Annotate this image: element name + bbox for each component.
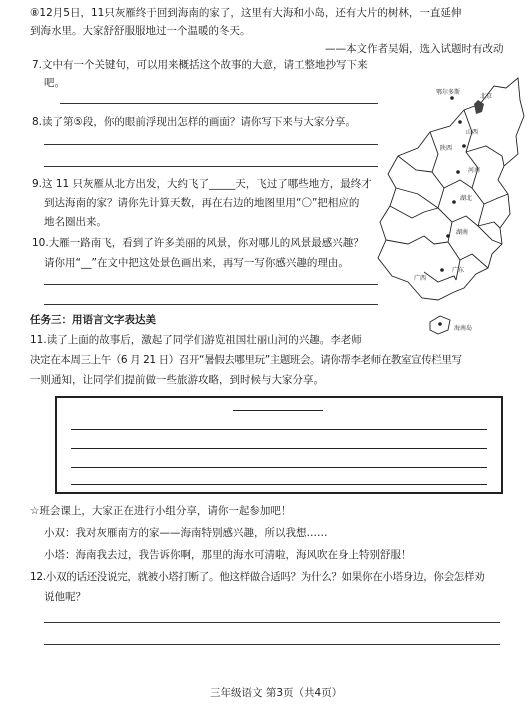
route-point <box>440 268 444 272</box>
route-point <box>450 96 454 100</box>
notice-writing-line[interactable] <box>71 467 487 468</box>
answer-line[interactable] <box>44 622 500 623</box>
page-footer: 三年级语文 第3页（共4页） <box>210 687 343 699</box>
route-point <box>452 200 456 204</box>
question-11-line2: 决定在本周三上午（6 月 21 日）召开“暑假去哪里玩”主题班会。请你帮李老师在教室宣传栏里写 <box>30 354 462 366</box>
map-label: 广东 <box>452 267 465 274</box>
notice-title-line[interactable] <box>233 410 323 411</box>
map-label: 陕西 <box>440 145 453 152</box>
province-border <box>484 194 508 204</box>
map-label: 北京 <box>480 93 493 100</box>
question-7-line2: 吧。 <box>44 77 65 89</box>
question-11-line1: 11.读了上面的故事后，激起了同学们游览祖国壮丽山河的兴趣。李老师 <box>30 334 362 346</box>
route-point <box>438 322 442 326</box>
route-point <box>458 120 462 124</box>
answer-line[interactable] <box>44 166 378 167</box>
answer-line[interactable] <box>44 144 378 145</box>
map-label: 广西 <box>414 275 427 282</box>
question-9-line2: 到达海南的家？请你先计算天数，再在右边的地图里用“〇”把相应的 <box>44 197 360 209</box>
question-10-line1: 10.大雁一路南飞，看到了许多美丽的风景，你对哪儿的风景最感兴趣？ <box>32 237 364 249</box>
map-label: 海南岛 <box>454 325 473 332</box>
map-label: 湖南 <box>456 229 469 236</box>
province-border <box>396 188 438 208</box>
task3-title: 任务三：用语言文字表达美 <box>30 314 156 326</box>
notice-writing-line[interactable] <box>71 484 487 485</box>
answer-line[interactable] <box>44 644 500 645</box>
route-point <box>446 234 450 238</box>
province-border <box>444 180 472 188</box>
question-12-line1: 12.小双的话还没说完，就被小塔打断了。他这样做合适吗？为什么？如果你在小塔身边，你会怎样劝 <box>30 571 485 583</box>
province-border <box>478 222 500 228</box>
notice-writing-box[interactable] <box>55 396 503 494</box>
question-8: 8.读了第⑤段，你的眼前浮现出怎样的画面？请你写下来与大家分享。 <box>32 116 356 128</box>
question-12-line2: 说他呢？ <box>44 591 86 603</box>
dialogue-xiaota: 小塔：海南我去过，我告诉你啊，那里的海水可清啦，海风吹在身上特别舒服！ <box>44 549 412 561</box>
map-label: 湖北 <box>460 195 473 202</box>
province-border <box>452 216 478 226</box>
answer-line[interactable] <box>44 284 378 285</box>
answer-line[interactable] <box>60 103 378 104</box>
province-border <box>386 236 448 244</box>
notice-writing-line[interactable] <box>71 429 487 430</box>
answer-line[interactable] <box>44 304 378 305</box>
province-border <box>460 254 488 268</box>
passage-source-note: ——本文作者吴娟，选入试题时有改动 <box>325 43 504 55</box>
beijing-region <box>474 100 484 114</box>
question-10-line2: 请你用“__”在文中把这处景色画出来，再写一写你感兴趣的理由。 <box>44 257 349 269</box>
class-meeting-intro: ☆班会课上，大家正在进行小组分享，请你一起参加吧！ <box>30 505 292 517</box>
question-9-line1: 9.这 11 只灰雁从北方出发，大约飞了_____天，飞过了哪些地方，最终才 <box>32 178 372 190</box>
question-11-line3: 一则通知，让同学们提前做一些旅游攻略，到时候与大家分享。 <box>30 374 324 386</box>
china-route-map[interactable] <box>368 76 528 346</box>
province-border <box>466 146 504 166</box>
map-label: 河南 <box>468 167 481 174</box>
passage-paragraph-8-line1: ⑧12月5日，11只灰雁终于回到海南的家了，这里有大海和小岛，还有大片的树林，一直延伸 <box>30 7 462 19</box>
map-label: 鄂尔多斯 <box>436 89 461 96</box>
map-label: 山西 <box>466 129 479 136</box>
province-border <box>398 156 432 172</box>
route-point <box>456 170 460 174</box>
dialogue-xiaoshuang: 小双：我对灰雁南方的家——海南特别感兴趣，所以我想…… <box>44 527 328 539</box>
notice-writing-line[interactable] <box>71 448 487 449</box>
route-point <box>462 144 466 148</box>
question-9-line3: 地名圈出来。 <box>44 216 107 228</box>
province-border <box>390 206 438 218</box>
question-7-line1: 7.文中有一个关键句，可以用来概括这个故事的大意，请工整地抄写下来 <box>32 59 368 71</box>
passage-paragraph-8-line2: 到海水里。大家舒舒服服地过一个温暖的冬天。 <box>30 25 251 37</box>
